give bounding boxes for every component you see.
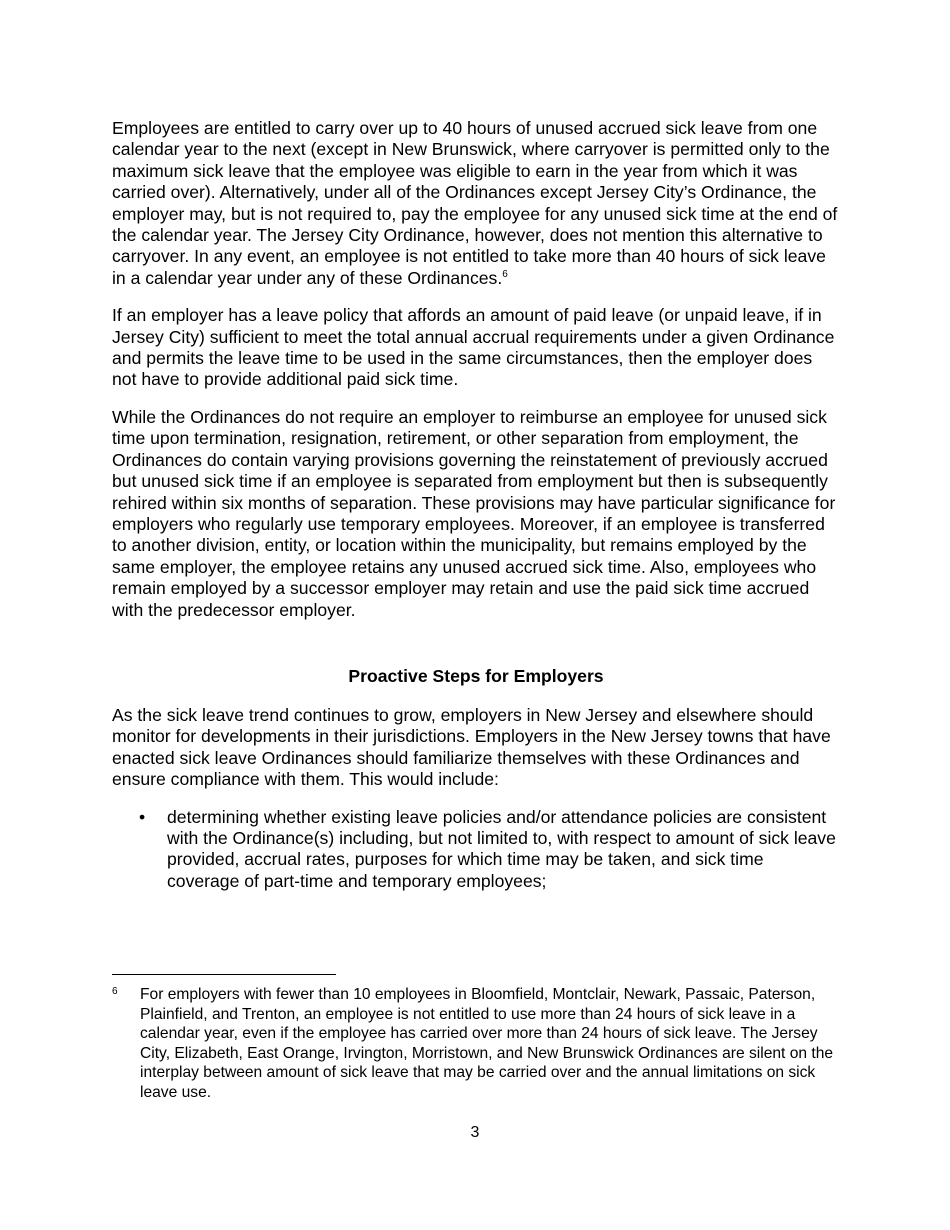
- bullet-list: [112, 807, 840, 893]
- paragraph-intro: As the sick leave trend continues to grow, employers in New Jersey and elsewhere should monitor for developments in their jurisdictions. Employers in the New Jersey towns that have enacted sick leave Ordinances should familiarize themselves with these Ordinances and ensure compliance with them. This would include:: [112, 704, 831, 790]
- footnote-reference[interactable]: 6: [502, 268, 508, 280]
- list-item-text: determining whether existing leave policies and/or attendance policies are consistent with the Ordinance(s) including, but not limited to, with respect to amount of sick leave provided, accrual rates, purposes for which time may be taken, and sick time coverage of part-time and temporary employees;: [167, 806, 836, 891]
- document-body: [112, 118, 840, 892]
- footnote-number: 6: [112, 986, 118, 997]
- page-number: 3: [470, 1124, 480, 1141]
- paragraph-leave-policy: If an employer has a leave policy that affords an amount of paid leave (or unpaid leave, if in Jersey City) sufficient to meet the total annual accrual requirements under a given Ordinance and permits the leave time to be used in the same circumstances, then the employer does not have to provide additional paid sick time.: [112, 305, 835, 390]
- section-heading: Proactive Steps for Employers: [348, 665, 604, 686]
- list-item: [112, 807, 840, 893]
- paragraph-separation: While the Ordinances do not require an employer to reimburse an employee for unused sick time upon termination, resignation, retirement, or other separation from employment, the Ordinances do contain varying provisions governing the reinstatement of previously accrued but unused sick time if an employee is separated from employment but then is subsequently rehired within six months of separation. These provisions may have particular significance for employers who regularly use temporary employees. Moreover, if an employee is transferred to another division, entity, or location within the municipality, but remains employed by the same employer, the employee retains any unused accrued sick time. Also, employees who remain employed by a successor employer may retain and use the paid sick time accrued with the predecessor employer.: [112, 406, 836, 620]
- footnote: [112, 985, 840, 1103]
- footnote-text: For employers with fewer than 10 employees in Bloomfield, Montclair, Newark, Passaic, Paterson, Plainfield, and Trenton, an employee is not entitled to use more than 24 hours of sick leave in a calendar year, even if the employee has carried over more than 24 hours of sick leave. The Jersey City, Elizabeth, East Orange, Irvington, Morristown, and New Brunswick Ordinances are silent on the interplay between amount of sick leave that may be carried over and the annual limitations on sick leave use.: [140, 986, 834, 1101]
- footnote-divider: [112, 974, 336, 975]
- bullet-icon: •: [139, 806, 146, 827]
- paragraph-carryover: Employees are entitled to carry over up to 40 hours of unused accrued sick leave from one calendar year to the next (except in New Brunswick, where carryover is permitted only to the maximum sick leave that the employee was eligible to earn in the year from which it was carried over). Alternatively, under all of the Ordinances except Jersey City’s Ordinance, the employer may, but is not required to, pay the employee for any unused sick time at the end of the calendar year. The Jersey City Ordinance, however, does not mention this alternative to carryover. In any event, an employee is not entitled to take more than 40 hours of sick leave in a calendar year under any of these Ordinances.$^6$: [112, 118, 838, 288]
